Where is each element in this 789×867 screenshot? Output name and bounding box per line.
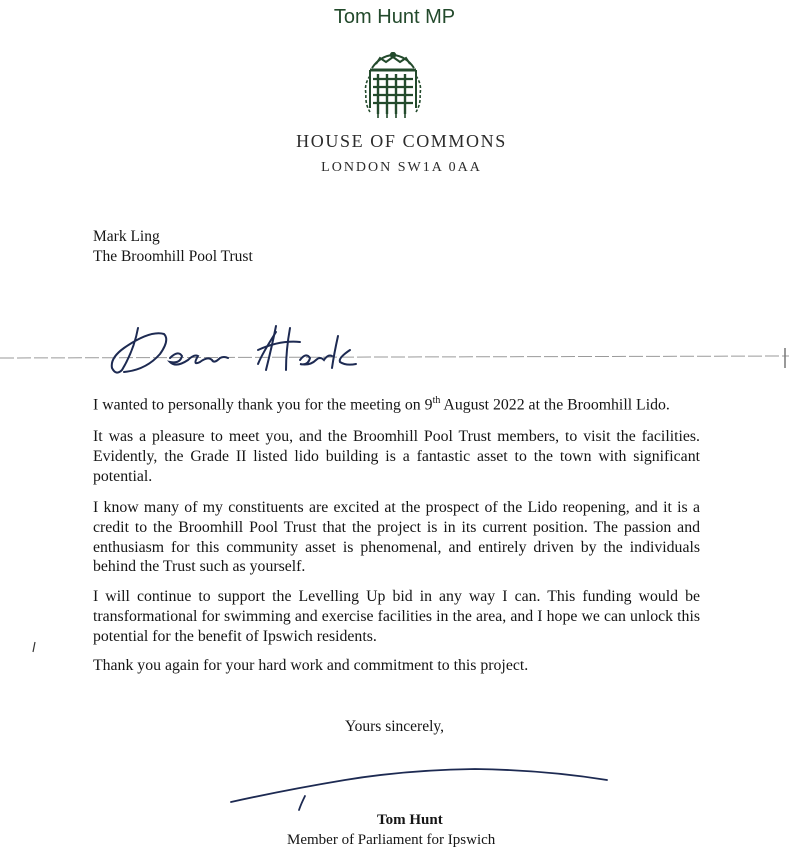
mp-name-heading: Tom Hunt MP xyxy=(333,6,456,28)
paragraph-1-text-end: August 2022 at the Broomhill Lido. xyxy=(440,396,670,414)
recipient-name: Mark Ling xyxy=(93,228,160,245)
house-of-commons-title: HOUSE OF COMMONS xyxy=(296,131,507,151)
body-paragraph-1 xyxy=(93,391,700,415)
date-ordinal: th xyxy=(432,395,441,406)
address-line: LONDON SW1A 0AA xyxy=(321,160,482,175)
closing-line: Yours sincerely, xyxy=(345,718,445,735)
signer-role: Member of Parliament for Ipswich xyxy=(287,832,496,848)
body-paragraph-3: I know many of my constituents are excited at the prospect of the Lido reopening, and it is a credit to the Broomhill Pool Trust that the project is in its current position. The passion and enthusiasm for this community asset is phenomenal, and entirely driven by the individuals behind the Trust such as yourself. xyxy=(93,499,700,576)
handwritten-salutation xyxy=(0,320,789,380)
handwritten-signature xyxy=(225,760,615,815)
recipient-organisation: The Broomhill Pool Trust xyxy=(93,248,253,265)
portcullis-icon xyxy=(360,52,426,120)
body-paragraph-4: I will continue to support the Levelling Up bid in any way I can. This funding would be transformational for swimming and exercise facilities in the area, and I hope we can unlock this potential for the benefit of Ipswich residents. xyxy=(93,588,700,645)
signer-name: Tom Hunt xyxy=(377,812,443,828)
body-paragraph-2: It was a pleasure to meet you, and the Broomhill Pool Trust members, to visit the facilities. Evidently, the Grade II listed lido building is a fantastic asset to the town with significant potential. xyxy=(93,428,700,485)
body-paragraph-5: Thank you again for your hard work and commitment to this project. xyxy=(93,657,529,674)
paragraph-1-text: I wanted to personally thank you for the meeting on 9 xyxy=(93,396,433,414)
scan-speck xyxy=(30,640,38,654)
